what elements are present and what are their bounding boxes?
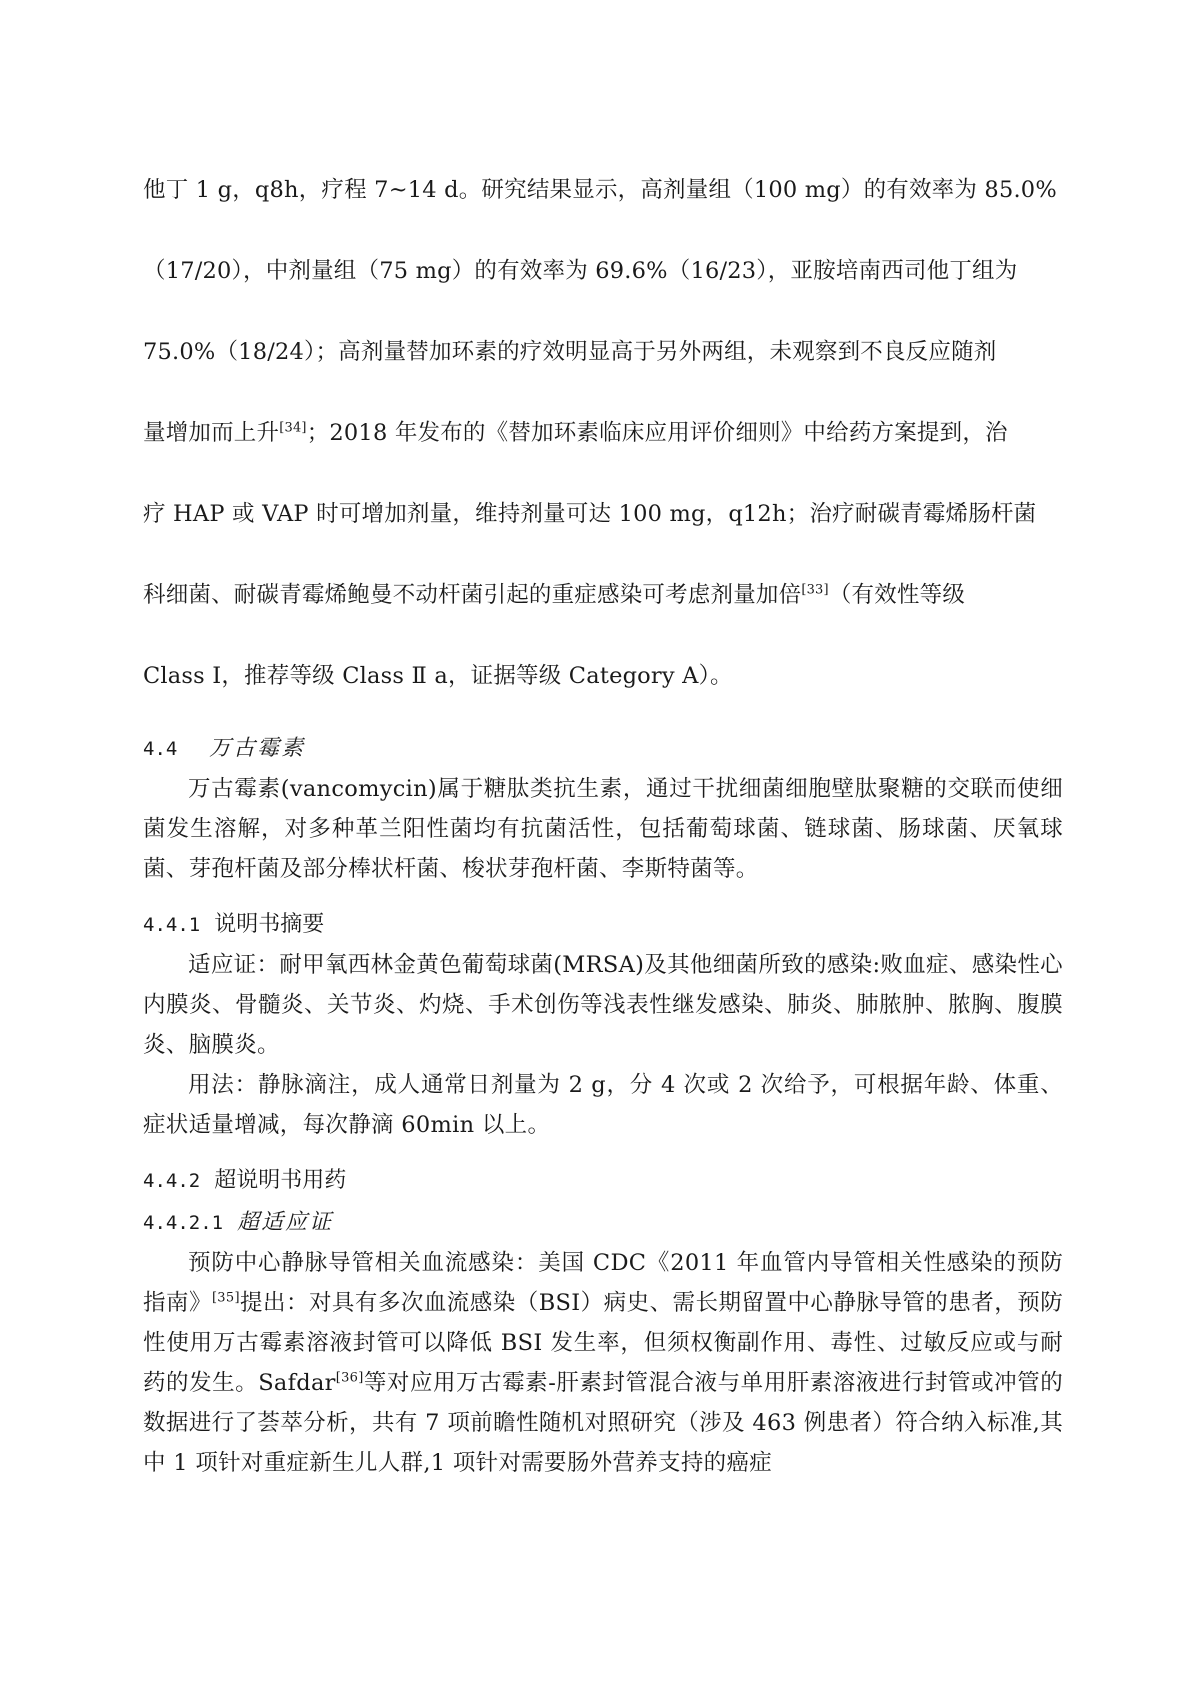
- section-number: 4.4: [143, 738, 178, 760]
- text-line: [143, 393, 1063, 474]
- text-line: 他丁 1 g，q8h，疗程 7~14 d。研究结果显示，高剂量组（100 mg）的有效率为 85.0%: [143, 177, 1057, 203]
- text-line: [143, 555, 1063, 636]
- section-heading-4-4: [143, 729, 1063, 769]
- text-fragment: ；2018 年发布的《替加环素临床应用评价细则》中给药方案提到，治: [306, 420, 1008, 446]
- section-body-4-4: [143, 769, 1063, 889]
- text-line: （17/20），中剂量组（75 mg）的有效率为 69.6%（16/23），亚胺培南西司他丁组为: [143, 258, 1018, 284]
- section-number: 4.4.2: [143, 1170, 201, 1192]
- text-line: Class Ⅰ，推荐等级 Class Ⅱ a，证据等级 Category A）。: [143, 663, 733, 689]
- citation-33: [33]: [801, 582, 829, 598]
- citation-35: [35]: [211, 1290, 240, 1306]
- section-title: 超说明书用药: [214, 1168, 347, 1193]
- paragraph-usage: 用法：静脉滴注，成人通常日剂量为 2 g，分 4 次或 2 次给予，可根据年龄、体重、症状适量增减，每次静滴 60min 以上。: [143, 1072, 1063, 1138]
- section-number: 4.4.2.1: [143, 1212, 224, 1234]
- text-fragment: 预防中心静脉导管相关血流感染：美国 CDC《2011 年血管内导管相关性感染的预防指南》: [143, 1250, 1063, 1316]
- page-content: [143, 150, 1063, 1483]
- paragraph-indication: 适应证：耐甲氧西林金黄色葡萄球菌(MRSA)及其他细菌所致的感染:败血症、感染性心内膜炎、骨髓炎、关节炎、灼烧、手术创伤等浅表性继发感染、肺炎、肺脓肿、脓胸、腹膜炎、脑膜炎。: [143, 952, 1063, 1058]
- section-title: 说明书摘要: [214, 912, 325, 937]
- citation-34: [34]: [279, 420, 307, 436]
- text-fragment: 等对应用万古霉素-肝素封管混合液与单用肝素溶液进行封管或冲管的数据进行了荟萃分析，共有 7 项前瞻性随机对照研究（涉及 463 例患者）符合纳入标准,其中 1 项针对重症新生儿人群,1 项针对需要肠外营养支持的癌症: [143, 1370, 1063, 1476]
- paragraph: [143, 1243, 1063, 1483]
- text-fragment: （有效性等级: [828, 582, 966, 608]
- section-number: 4.4.1: [143, 914, 201, 936]
- text-fragment: 量增加而上升: [143, 420, 280, 446]
- section-heading-4-4-1: [143, 905, 1063, 945]
- text-line: 75.0%（18/24）；高剂量替加环素的疗效明显高于另外两组，未观察到不良反应随剂: [143, 339, 997, 365]
- text-fragment: 提出：对具有多次血流感染（BSI）病史、需长期留置中心静脉导管的患者，预防性使用万古霉素溶液封管可以降低 BSI 发生率，但须权衡副作用、毒性、过敏反应或与耐药的发生。Safdar: [143, 1290, 1063, 1396]
- section-heading-4-4-2-1: [143, 1203, 1063, 1243]
- section-body-4-4-1: [143, 945, 1063, 1145]
- section-heading-4-4-2: [143, 1161, 1063, 1201]
- text-line: 疗 HAP 或 VAP 时可增加剂量，维持剂量可达 100 mg，q12h；治疗耐碳青霉烯肠杆菌: [143, 501, 1037, 527]
- continued-paragraph: [143, 150, 1063, 717]
- paragraph: 万古霉素(vancomycin)属于糖肽类抗生素，通过干扰细菌细胞壁肽聚糖的交联而使细菌发生溶解，对多种革兰阳性菌均有抗菌活性，包括葡萄球菌、链球菌、肠球菌、厌氧球菌、芽孢杆菌及部分棒状杆菌、梭状芽孢杆菌、李斯特菌等。: [143, 776, 1063, 882]
- text-fragment: 科细菌、耐碳青霉烯鲍曼不动杆菌引起的重症感染可考虑剂量加倍: [143, 582, 802, 608]
- citation-36: [36]: [335, 1370, 364, 1386]
- section-title: 万古霉素: [209, 736, 306, 761]
- section-body-4-4-2-1: [143, 1243, 1063, 1483]
- section-title: 超适应证: [237, 1210, 334, 1235]
